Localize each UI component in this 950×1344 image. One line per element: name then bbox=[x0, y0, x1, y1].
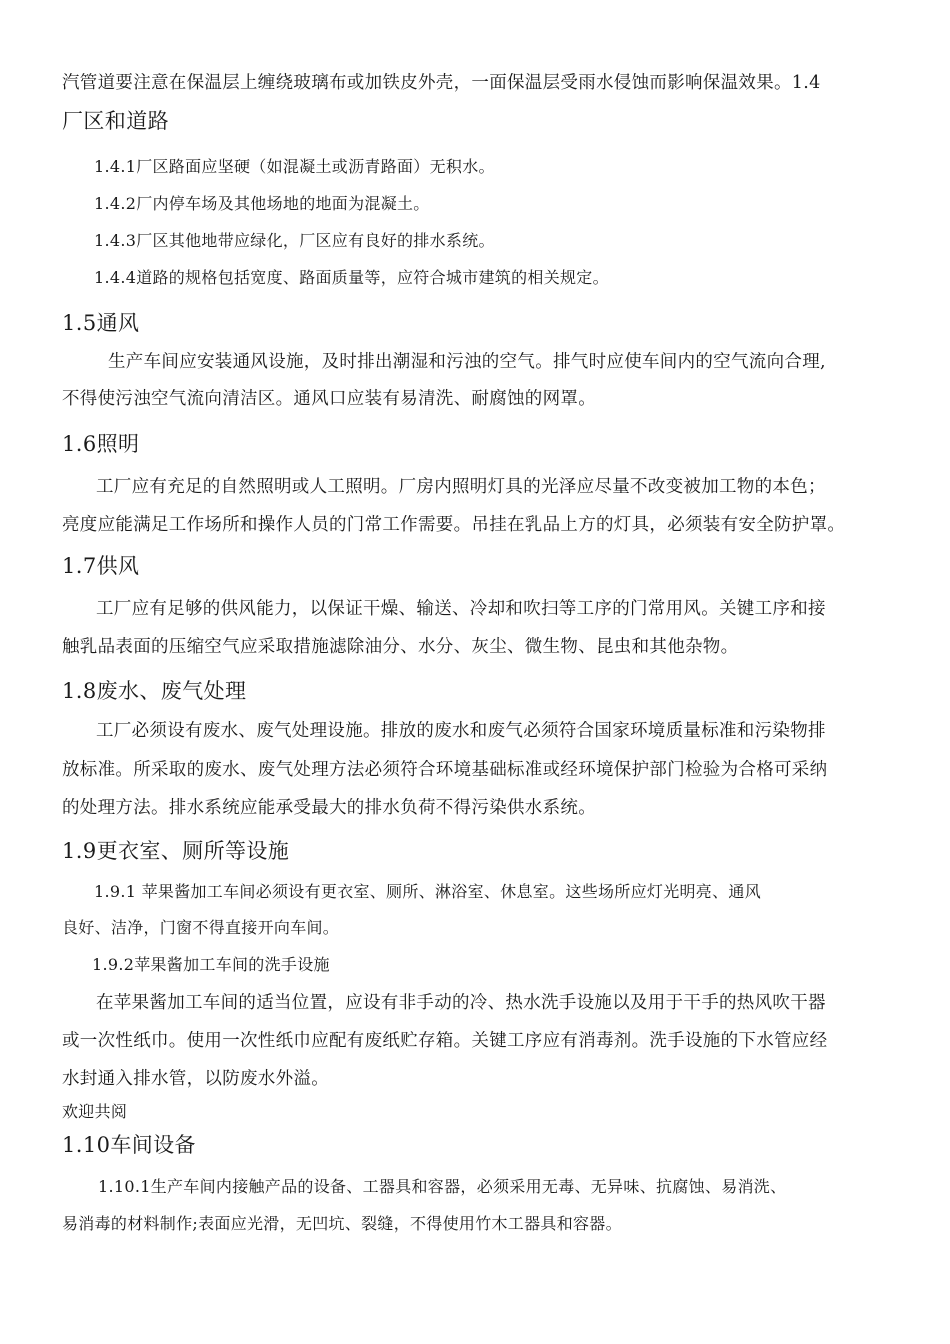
section-1-5-line: 生产车间应安装通风设施，及时排出潮湿和污浊的空气。排气时应使车间内的空气流向合理, bbox=[108, 352, 826, 372]
item-1-4-4: 1.4.4道路的规格包括宽度、路面质量等，应符合城市建筑的相关规定。 bbox=[94, 268, 609, 287]
section-1-7-title: 1.7供风 bbox=[62, 554, 140, 578]
item-1-9-2-line: 在苹果酱加工车间的适当位置，应设有非手动的冷、热水洗手设施以及用于干手的热风吹干器 bbox=[96, 993, 826, 1013]
item-1-10-1-line: 易消毒的材料制作;表面应光滑，无凹坑、裂缝，不得使用竹木工器具和容器。 bbox=[62, 1214, 622, 1233]
item-1-4-2: 1.4.2厂内停车场及其他场地的地面为混凝土。 bbox=[94, 194, 430, 213]
item-1-9-2-title: 1.9.2苹果酱加工车间的洗手设施 bbox=[92, 955, 330, 974]
section-1-8-line: 的处理方法。排水系统应能承受最大的排水负荷不得污染供水系统。 bbox=[62, 798, 596, 818]
section-1-4-title: 厂区和道路 bbox=[62, 109, 169, 133]
section-1-7-line: 触乳品表面的压缩空气应采取措施滤除油分、水分、灰尘、微生物、昆虫和其他杂物。 bbox=[62, 637, 739, 657]
section-1-7-line: 工厂应有足够的供风能力，以保证干燥、输送、冷却和吹扫等工序的门常用风。关键工序和接 bbox=[96, 599, 826, 619]
section-1-5-title: 1.5通风 bbox=[62, 311, 140, 335]
section-1-6-title: 1.6照明 bbox=[62, 432, 140, 456]
item-1-4-1: 1.4.1厂区路面应坚硬（如混凝土或沥青路面）无积水。 bbox=[94, 157, 495, 176]
intro-line: 汽管道要注意在保温层上缠绕玻璃布或加铁皮外壳，一面保温层受雨水侵蚀而影响保温效果。1.4 bbox=[62, 73, 821, 93]
item-1-9-2-line: 水封通入排水管，以防废水外溢。 bbox=[62, 1069, 329, 1089]
section-1-6-line: 工厂应有充足的自然照明或人工照明。厂房内照明灯具的光泽应尽量不改变被加工物的本色； bbox=[96, 477, 826, 497]
footer-watermark-text: 欢迎共阅 bbox=[62, 1102, 128, 1121]
section-1-6-line: 亮度应能满足工作场所和操作人员的门常工作需要。吊挂在乳品上方的灯具，必须装有安全防护罩。 bbox=[62, 515, 846, 535]
section-1-8-line: 放标准。所采取的废水、废气处理方法必须符合环境基础标准或经环境保护部门检验为合格可采纳 bbox=[62, 760, 828, 780]
item-1-4-3: 1.4.3厂区其他地带应绿化，厂区应有良好的排水系统。 bbox=[94, 231, 495, 250]
section-1-9-title: 1.9更衣室、厕所等设施 bbox=[62, 839, 290, 863]
item-1-9-1-line: 1.9.1 苹果酱加工车间必须设有更衣室、厕所、淋浴室、休息室。这些场所应灯光明亮、通风 bbox=[94, 882, 761, 901]
section-1-8-line: 工厂必须设有废水、废气处理设施。排放的废水和废气必须符合国家环境质量标准和污染物排 bbox=[96, 721, 826, 741]
item-1-9-1-line: 良好、洁净，门窗不得直接开向车间。 bbox=[62, 918, 340, 937]
section-1-8-title: 1.8废水、废气处理 bbox=[62, 679, 247, 703]
section-1-5-line: 不得使污浊空气流向清洁区。通风口应装有易清洗、耐腐蚀的网罩。 bbox=[62, 389, 596, 409]
item-1-9-2-line: 或一次性纸巾。使用一次性纸巾应配有废纸贮存箱。关键工序应有消毒剂。洗手设施的下水管应经 bbox=[62, 1031, 828, 1051]
section-1-10-title: 1.10车间设备 bbox=[62, 1133, 196, 1157]
item-1-10-1-line: 1.10.1生产车间内接触产品的设备、工器具和容器，必须采用无毒、无异味、抗腐蚀、易消洗、 bbox=[98, 1177, 787, 1196]
